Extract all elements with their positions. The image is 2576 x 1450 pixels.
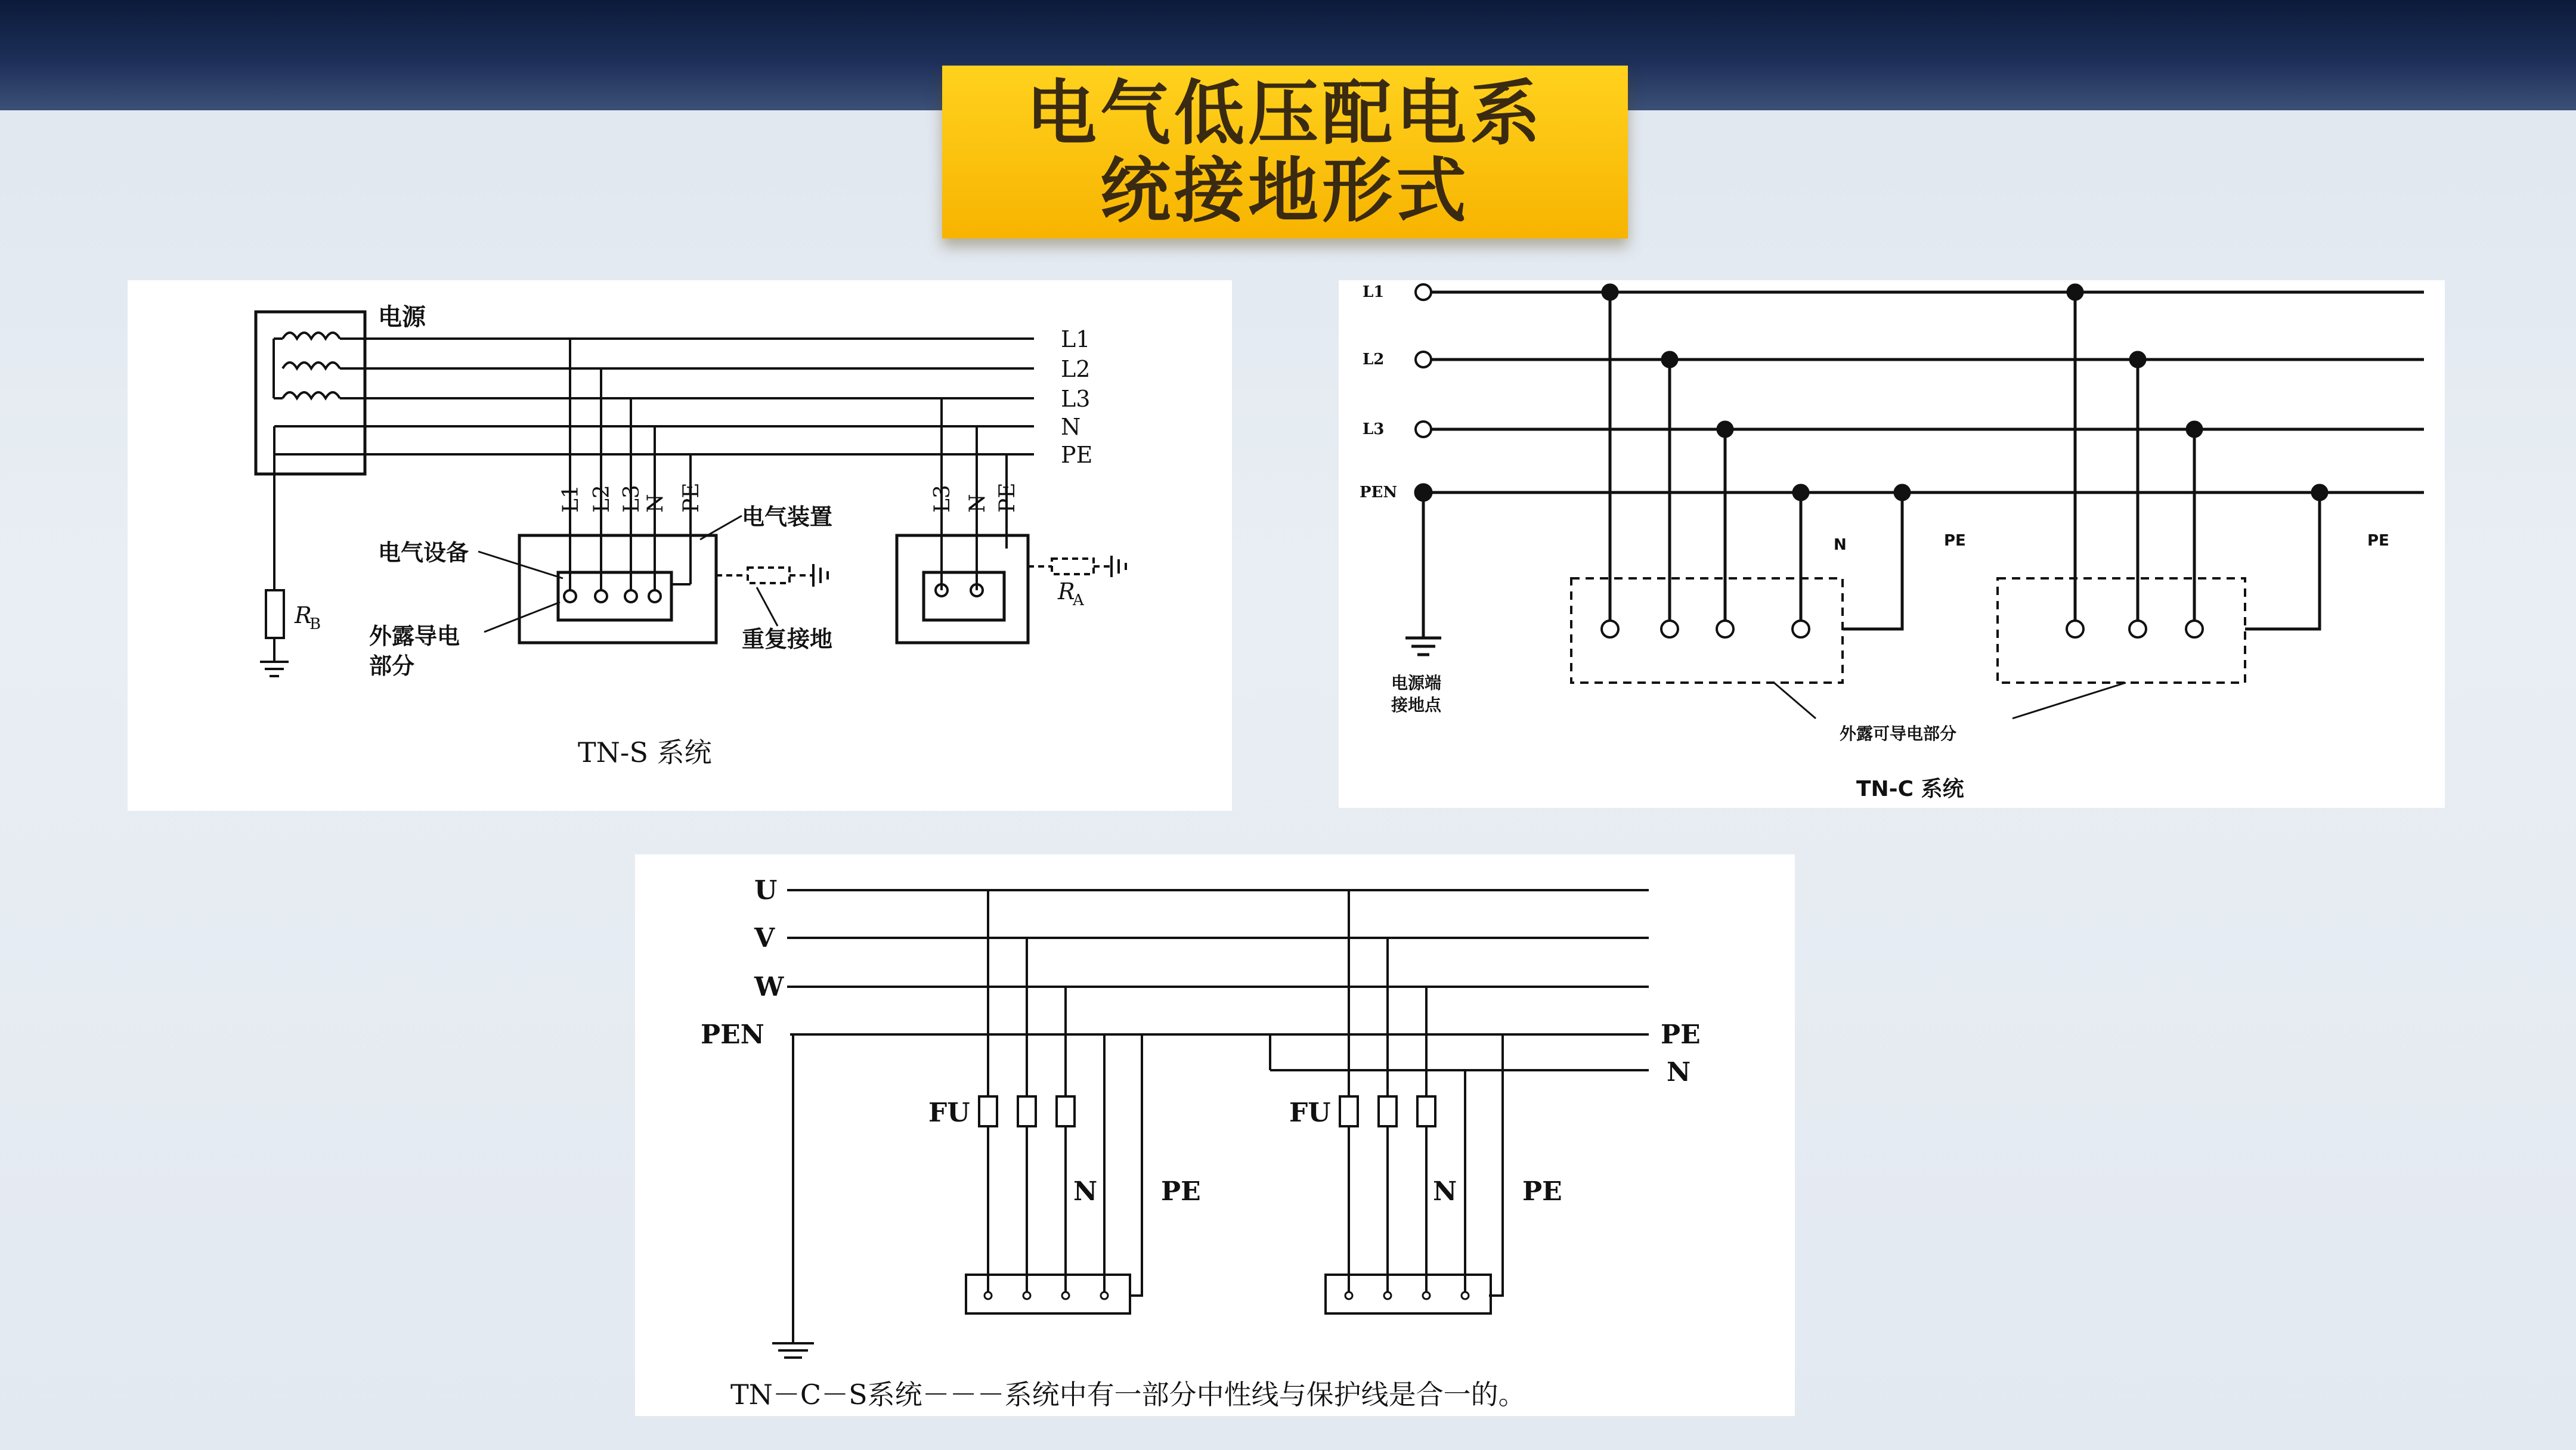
svg-text:N: N — [643, 494, 668, 513]
source-label: 电源 — [378, 303, 426, 331]
bus-label-l2: L2 — [1061, 356, 1091, 382]
tn-c-s-pe-label-2: PE — [1522, 1176, 1562, 1207]
bus-label-pe: PE — [1061, 442, 1093, 468]
rb-subscript: B — [309, 615, 321, 633]
tn-c-s-pe-label-1: PE — [1161, 1176, 1201, 1207]
device2-wire-labels — [930, 482, 1020, 513]
rb-label: R — [295, 602, 312, 628]
repeat-ground-label: 重复接地 — [742, 626, 833, 652]
tn-c-label-pen: PEN — [1360, 484, 1398, 501]
exposed-part-label-1: 外露导电 — [369, 623, 460, 649]
svg-text:N: N — [965, 494, 990, 513]
svg-text:L1: L1 — [559, 485, 583, 513]
tn-c-s-n-label-1: N — [1073, 1176, 1098, 1207]
ra-label: R — [1058, 578, 1075, 605]
svg-text:PE: PE — [995, 482, 1020, 513]
tn-c-s-caption: TN－C－S系统－－－系统中有一部分中性线与保护线是合一的。 — [730, 1378, 1526, 1411]
svg-text:PE: PE — [679, 482, 704, 513]
bus-label-l1: L1 — [1061, 326, 1091, 352]
bus-label-n: N — [1061, 414, 1081, 440]
tn-c-caption: TN-C 系统 — [1856, 777, 1964, 801]
tn-c-label-l3: L3 — [1363, 420, 1385, 438]
tn-c-label-pe-2: PE — [2367, 532, 2389, 550]
exposed-part-label-2: 部分 — [369, 653, 415, 679]
device1-wire-labels — [559, 482, 704, 513]
tn-c-diagram-panel — [1339, 280, 2445, 808]
tn-c-s-n-label-2: N — [1433, 1176, 1457, 1207]
tn-c-s-label-pen: PEN — [701, 1020, 764, 1050]
title-line-1: 电气低压配电系 — [1026, 72, 1544, 154]
tn-c-ground-label-1: 电源端 — [1391, 673, 1442, 693]
tn-c-s-label-pe-right: PE — [1661, 1020, 1701, 1050]
ra-subscript: A — [1073, 591, 1084, 609]
tn-c-s-fu-label-2: FU — [1289, 1098, 1331, 1128]
tn-c-s-label-n-right: N — [1667, 1057, 1691, 1088]
tn-s-diagram-panel — [128, 280, 1232, 811]
tn-c-s-label-w: W — [754, 972, 784, 1002]
equipment-label: 电气设备 — [378, 540, 469, 566]
tn-c-label-pe-1: PE — [1944, 532, 1966, 550]
installation-label: 电气装置 — [742, 504, 833, 530]
tn-c-s-fu-label-1: FU — [928, 1098, 970, 1128]
tn-c-s-diagram-panel — [635, 854, 1795, 1416]
tn-c-ground-label-2: 接地点 — [1391, 695, 1442, 715]
tn-c-s-label-u: U — [754, 875, 778, 906]
svg-text:L3: L3 — [930, 485, 955, 513]
page-title — [942, 66, 1628, 238]
tn-c-exposed-label: 外露可导电部分 — [1840, 724, 1957, 743]
bus-label-l3: L3 — [1061, 386, 1091, 412]
title-line-2: 统接地形式 — [1100, 150, 1470, 232]
svg-text:L2: L2 — [590, 485, 614, 513]
tn-c-label-n: N — [1834, 536, 1847, 554]
tn-s-caption: TN-S 系统 — [578, 736, 712, 769]
tn-c-label-l1: L1 — [1363, 283, 1385, 301]
svg-text:L3: L3 — [620, 485, 644, 513]
tn-c-label-l2: L2 — [1363, 351, 1385, 368]
tn-c-s-label-v: V — [754, 923, 775, 953]
